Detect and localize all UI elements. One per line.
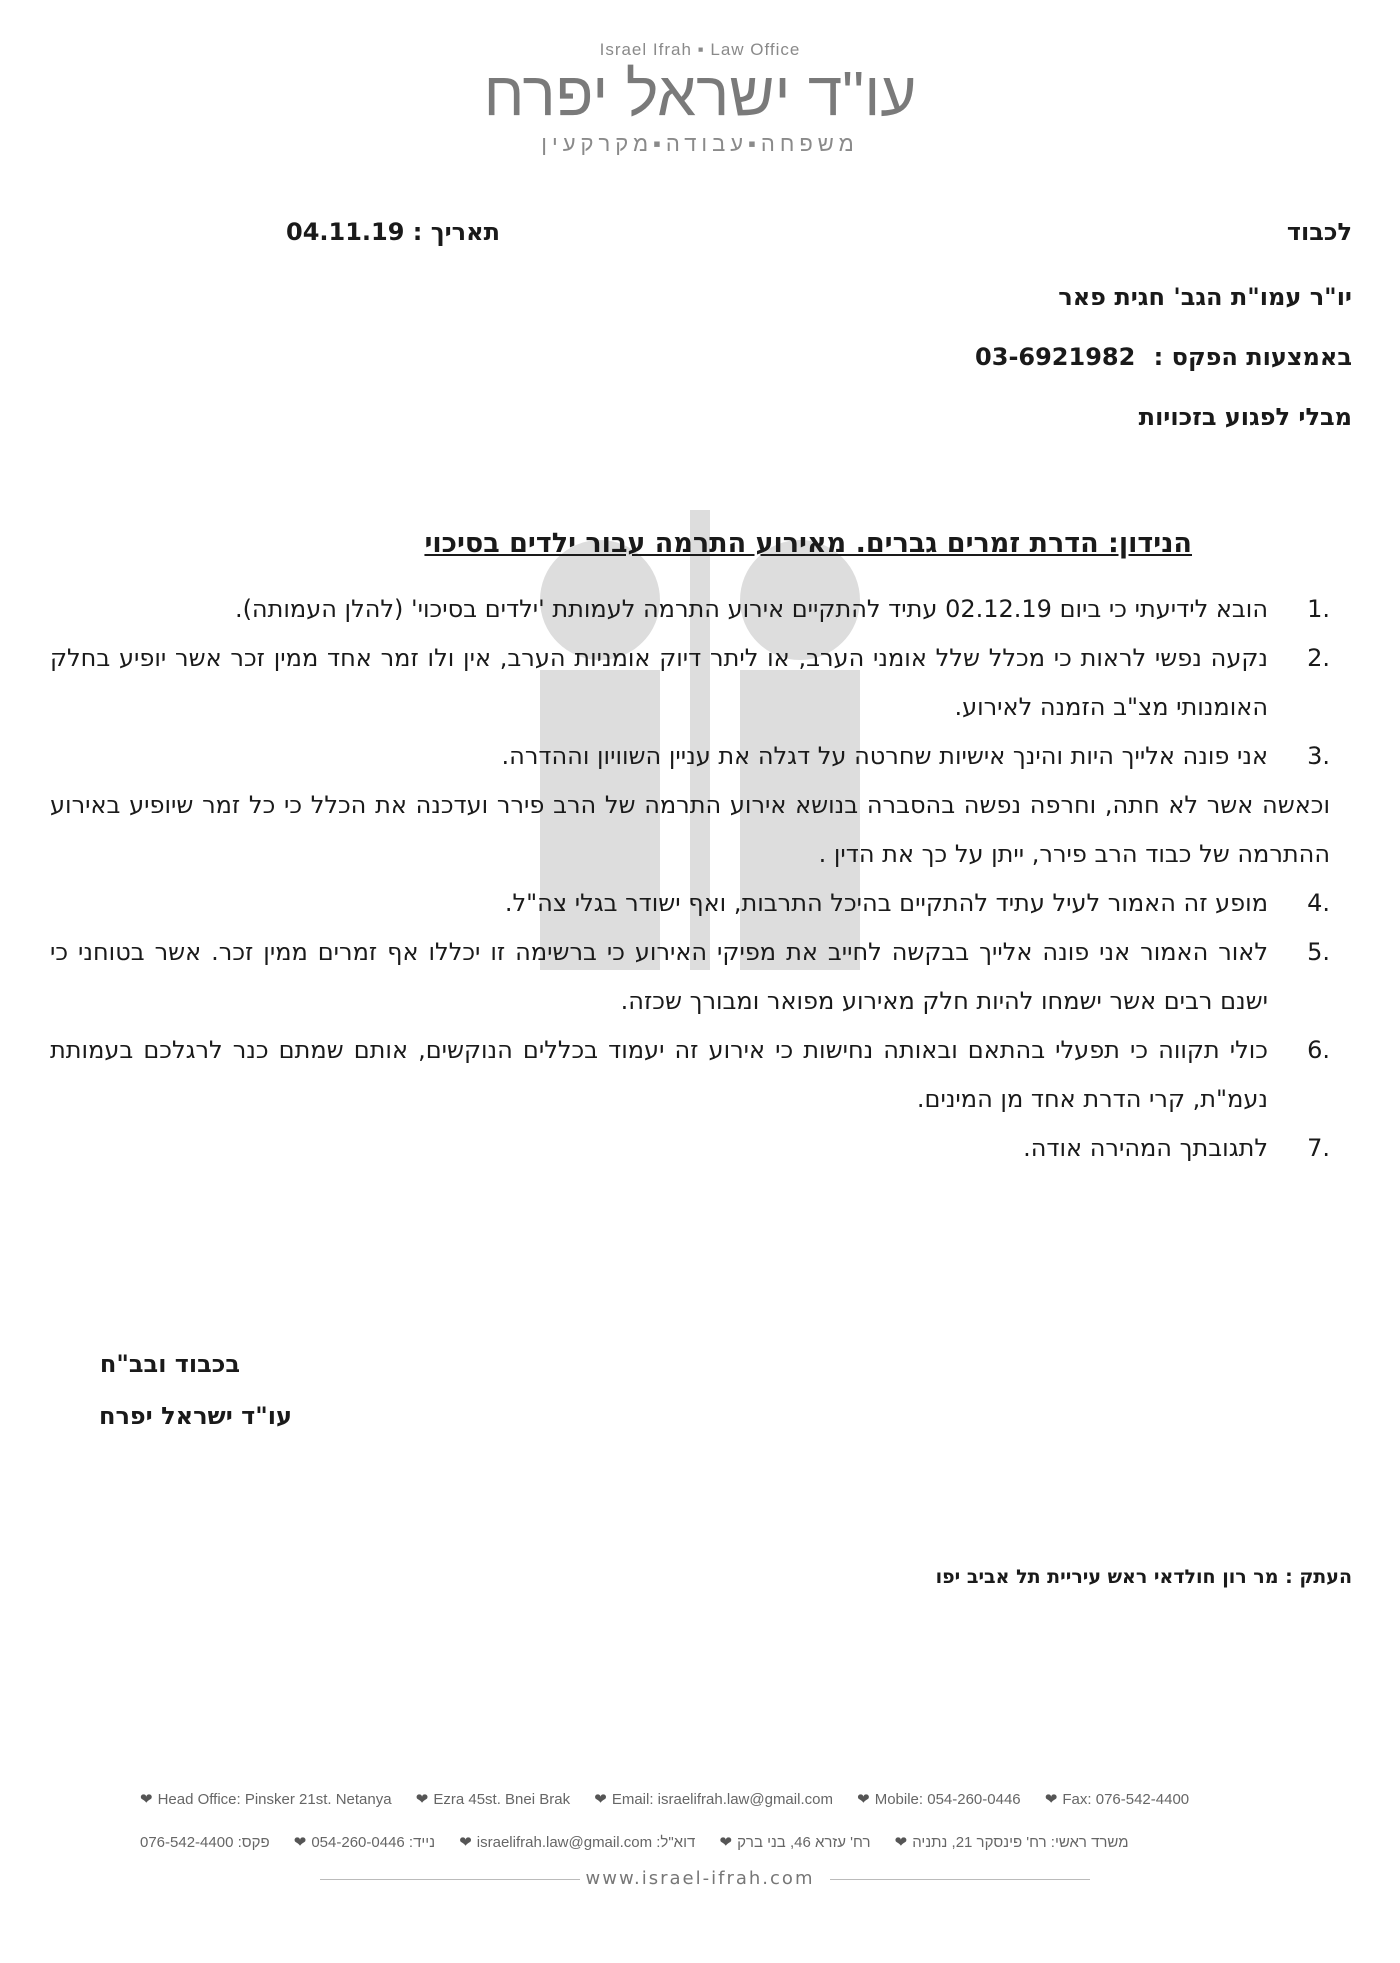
letterhead bbox=[0, 40, 1400, 157]
item-continuation: וכאשה אשר לא חתה, וחרפה נפשה בהסברה בנושא אירוע התרמה של הרב פירר ועדכנה את הכלל כי כל זמר שיופיע באירוע ההתרמה של כבוד הרב פירר, ייתן על כך את הדין . bbox=[50, 791, 1330, 868]
date-value: 04.11.19 bbox=[286, 218, 405, 246]
signature-closing: בכבוד ובב"ח bbox=[99, 1350, 240, 1378]
rights-line: מבלי לפגוע בזכויות bbox=[1138, 403, 1352, 431]
item-text: כולי תקווה כי תפעלי בהתאם ובאותה נחישות כי אירוע זה יעמוד בכללים הנוקשים, אותם שמתם כנר לרגלכם בעמותת נעמ"ת, קרי הדרת אחד מן המינים. bbox=[50, 1036, 1268, 1113]
item-number: 6. bbox=[1307, 1036, 1330, 1064]
letterhead-english: Israel Ifrah ▪ Law Office bbox=[599, 40, 801, 59]
footer-branch-he: רח' עזרא 46, בני ברק bbox=[737, 1834, 871, 1851]
heart-icon: ❤ bbox=[415, 1791, 429, 1808]
item-text: לתגובתך המהירה אודה. bbox=[1023, 1134, 1268, 1162]
list-item bbox=[50, 928, 1330, 1026]
footer-email: Email: israelifrah.law@gmail.com bbox=[611, 1791, 833, 1808]
item-number: 5. bbox=[1307, 938, 1330, 966]
list-item bbox=[50, 634, 1330, 732]
items-list bbox=[50, 585, 1330, 1173]
list-item bbox=[50, 585, 1330, 634]
item-text: נקעה נפשי לראות כי מכלל שלל אומני הערב, או ליתר דיוק אומניות הערב, אין ולו זמר אחד ממין זכר אשר יופיע בחלק האומנותי מצ"ב הזמנה לאירוע. bbox=[50, 644, 1268, 721]
copy-to-line: העתק : מר רון חולדאי ראש עיריית תל אביב יפו bbox=[935, 1566, 1352, 1588]
footer-fax: Fax: 076-542-4400 bbox=[1062, 1791, 1190, 1808]
signature-name: עו"ד ישראל יפרח bbox=[98, 1402, 292, 1430]
date-label: תאריך : bbox=[412, 218, 500, 246]
footer-website: www.israel-ifrah.com bbox=[585, 1868, 815, 1889]
list-item bbox=[50, 1026, 1330, 1124]
item-text: הובא לידיעתי כי ביום 02.12.19 עתיד להתקיים אירוע התרמה לעמותת 'ילדים בסיכוי' (להלן העמותה). bbox=[234, 595, 1268, 623]
footer-branch: Ezra 45st. Bnei Brak bbox=[433, 1791, 571, 1808]
list-item bbox=[50, 732, 1330, 781]
heart-icon: ❤ bbox=[1044, 1791, 1058, 1808]
to-line: לכבוד bbox=[1286, 218, 1352, 246]
fax-number: 03-6921982 bbox=[975, 343, 1136, 371]
heart-icon: ❤ bbox=[857, 1791, 870, 1808]
item-text: מופע זה האמור לעיל עתיד להתקיים בהיכל התרבות, ואף ישודר בגלי צה"ל. bbox=[504, 889, 1268, 917]
footer-fax-he: פקס: 076-542-4400 bbox=[140, 1834, 270, 1851]
footer-hebrew bbox=[140, 1833, 1290, 1851]
heart-icon: ❤ bbox=[140, 1791, 153, 1808]
heart-icon: ❤ bbox=[719, 1834, 733, 1851]
heart-icon: ❤ bbox=[293, 1834, 307, 1851]
recipient-line: יו"ר עמו"ת הגב' חגית פאר bbox=[1058, 283, 1352, 311]
fax-label: באמצעות הפקס : bbox=[1153, 343, 1352, 371]
item-number: 1. bbox=[1307, 595, 1330, 623]
footer-mobile: Mobile: 054-260-0446 bbox=[874, 1791, 1021, 1808]
subject-line: הנידון: הדרת זמרים גברים. מאירוע התרמה עבור ילדים בסיכוי bbox=[424, 528, 1192, 559]
footer-mobile-he: נייד: 054-260-0446 bbox=[311, 1834, 436, 1851]
item-number: 4. bbox=[1307, 889, 1330, 917]
list-item bbox=[50, 879, 1330, 928]
footer-english bbox=[140, 1790, 1290, 1808]
fax-line bbox=[975, 343, 1352, 371]
date-line bbox=[286, 218, 500, 246]
item-number: 2. bbox=[1307, 644, 1330, 672]
item-text: לאור האמור אני פונה אלייך בבקשה לחייב את מפיקי האירוע כי ברשימה זו יכללו אף זמרים ממין זכר. אשר בטוחני כי ישנם רבים אשר ישמחו להיות חלק מאירוע מפואר ומבורך שכזה. bbox=[50, 938, 1268, 1015]
footer-address-he: משרד ראשי: רח' פינסקר 21, נתניה bbox=[912, 1834, 1129, 1851]
list-item bbox=[50, 1124, 1330, 1173]
heart-icon: ❤ bbox=[894, 1834, 908, 1851]
footer-address: Head Office: Pinsker 21st. Netanya bbox=[157, 1791, 392, 1808]
footer-email-he: דוא"ל: israelifrah.law@gmail.com bbox=[476, 1834, 696, 1851]
heart-icon: ❤ bbox=[594, 1791, 607, 1808]
letterhead-subtitle: משפחה▪עבודה▪מקרקעין bbox=[541, 131, 859, 157]
item-text: אני פונה אלייך היות והינך אישיות שחרטה על דגלה את עניין השוויון וההדרה. bbox=[501, 742, 1268, 770]
item-number: 3. bbox=[1307, 742, 1330, 770]
letterhead-name: עו"ד ישראל יפרח bbox=[483, 60, 917, 129]
item-number: 7. bbox=[1307, 1134, 1330, 1162]
heart-icon: ❤ bbox=[459, 1834, 472, 1851]
